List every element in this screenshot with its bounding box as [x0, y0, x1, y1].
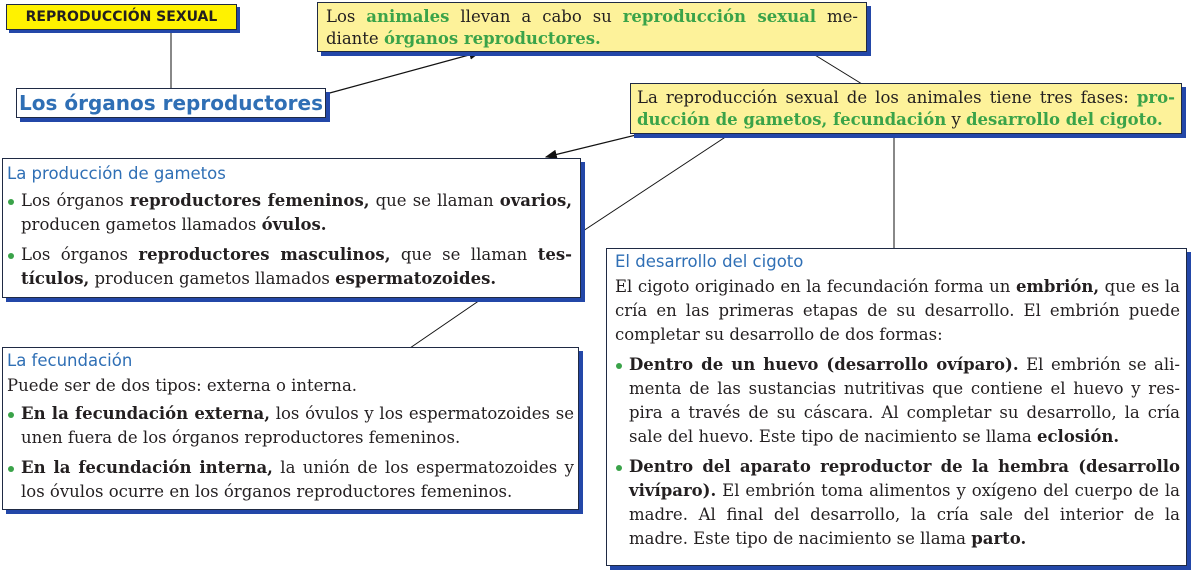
arrow-title-to-intro: [326, 52, 480, 94]
fecundacion-heading: La fecundación: [7, 351, 133, 370]
arrow-phases-to-gametos: [546, 134, 640, 157]
cigoto-box: [606, 248, 1187, 566]
cigoto-intro: El cigoto originado en la fecundación forma un embrión, que es la cría en las primeras etapas de su desarrollo. El embrión puede completar su desarrollo de dos formas:: [615, 277, 1180, 344]
bullet-icon: [8, 412, 14, 418]
main-title: Los órganos reproductores: [16, 88, 326, 118]
line-intro-to-phases: [810, 52, 862, 84]
fecundacion-box: [2, 347, 579, 510]
bullet-icon: [8, 253, 14, 259]
gametos-item-male: Los órganos reproductores masculinos, que se llaman testículos, producen gametos llamados espermatozoides.: [7, 243, 572, 291]
line-gametos-to-fecundacion: [410, 298, 483, 348]
gametos-box: [2, 158, 581, 298]
fecundacion-intro: Puede ser de dos tipos: externa o interna.: [7, 376, 358, 395]
line-phases-to-fecundacion: [580, 134, 730, 233]
gametos-heading: La producción de gametos: [7, 164, 226, 183]
gametos-item-female: Los órganos reproductores femeninos, que se llaman ovarios, producen gametos llamados óvulos.: [7, 189, 572, 237]
phases-text: La reproducción sexual de los animales tiene tres fases: producción de gametos, fecundación y desarrollo del cigoto.: [637, 88, 1175, 129]
intro-text: Los animales llevan a cabo su reproducción sexual mediante órganos reproductores.: [326, 7, 858, 48]
cigoto-item-viviparo: Dentro del aparato reproductor de la hembra (desarrollo vivíparo). El embrión toma alimentos y oxígeno del cuerpo de la madre. Al final del desarrollo, la cría sale del interior de la madre. Este tipo de nacimiento se llama parto.: [615, 455, 1180, 551]
fecundacion-item-external: En la fecundación externa, los óvulos y los espermatozoides se unen fuera de los órganos reproductores femeninos.: [7, 402, 574, 450]
bullet-icon: [616, 363, 622, 369]
intro-box: [317, 2, 867, 52]
bullet-icon: [8, 199, 14, 205]
phases-box: [630, 83, 1182, 134]
cigoto-heading: El desarrollo del cigoto: [615, 252, 804, 271]
cigoto-item-oviparo: Dentro de un huevo (desarrollo ovíparo). El embrión se alimenta de las sustancias nutritivas que contiene el huevo y respira a través de su cáscara. Al completar su desarrollo, la cría sale del huevo. Este tipo de nacimiento se llama eclosión.: [615, 353, 1180, 449]
fecundacion-item-internal: En la fecundación interna, la unión de los espermatozoides y los óvulos ocurre en los órganos reproductores femeninos.: [7, 456, 574, 504]
bullet-icon: [616, 465, 622, 471]
topic-title-tag: REPRODUCCIÓN SEXUAL: [6, 4, 237, 30]
bullet-icon: [8, 466, 14, 472]
